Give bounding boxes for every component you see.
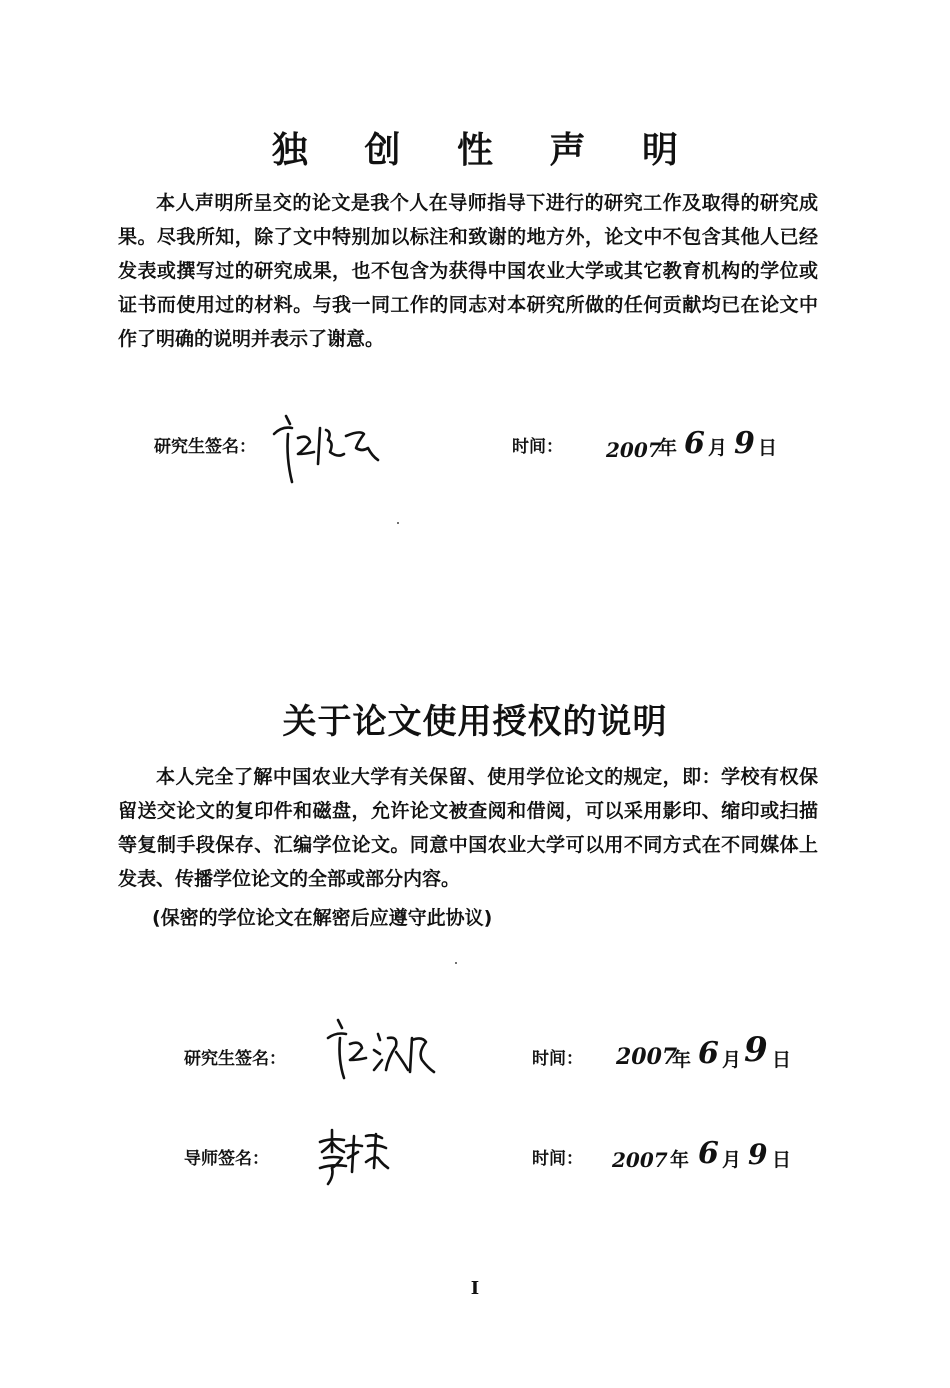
scan-speck bbox=[397, 522, 399, 524]
authorization-advisor-year: 2007 bbox=[612, 1148, 668, 1172]
declaration-day-unit: 日 bbox=[758, 437, 778, 459]
scan-speck bbox=[455, 962, 457, 964]
declaration-time-label: 时间： bbox=[512, 437, 563, 457]
authorization-student-month: 6 bbox=[698, 1036, 719, 1071]
advisor-signature-icon bbox=[316, 1128, 396, 1188]
authorization-advisor-time-label: 时间： bbox=[532, 1149, 583, 1169]
student-signature-icon bbox=[268, 408, 388, 486]
authorization-body: 本人完全了解中国农业大学有关保留、使用学位论文的规定，即：学校有权保留送交论文的复印件和磁盘，允许论文被查阅和借阅，可以采用影印、缩印或扫描等复制手段保存、汇编学位论文。同意中国农业大学可以用不同方式在不同媒体上发表、传播学位论文的全部或部分内容。 bbox=[118, 766, 818, 890]
authorization-advisor-day-unit: 日 bbox=[772, 1149, 792, 1171]
declaration-title: 独 创 性 声 明 bbox=[271, 130, 701, 171]
authorization-student-day: 9 bbox=[744, 1030, 768, 1070]
authorization-student-signature-label: 研究生签名： bbox=[184, 1049, 286, 1069]
declaration-year: 2007 bbox=[606, 438, 662, 462]
confidentiality-note: (保密的学位论文在解密后应遵守此协议) bbox=[152, 907, 493, 929]
page-number: I bbox=[470, 1278, 480, 1299]
student-signature-icon bbox=[322, 1016, 440, 1082]
authorization-student-month-unit: 月 bbox=[722, 1049, 742, 1071]
declaration-body: 本人声明所呈交的论文是我个人在导师指导下进行的研究工作及取得的研究成果。尽我所知，除了文中特别加以标注和致谢的地方外，论文中不包含其他人已经发表或撰写过的研究成果，也不包含为获得中国农业大学或其它教育机构的学位或证书而使用过的材料。与我一同工作的同志对本研究所做的任何贡献均已在论文中作了明确的说明并表示了谢意。 bbox=[118, 192, 818, 350]
declaration-year-unit: 年 bbox=[658, 437, 678, 459]
declaration-signature-label: 研究生签名： bbox=[154, 437, 256, 457]
authorization-advisor-day: 9 bbox=[748, 1138, 768, 1171]
authorization-student-day-unit: 日 bbox=[772, 1049, 792, 1071]
authorization-title: 关于论文使用授权的说明 bbox=[282, 702, 668, 742]
declaration-day: 9 bbox=[734, 426, 755, 461]
declaration-month-unit: 月 bbox=[708, 437, 728, 459]
authorization-student-year-unit: 年 bbox=[672, 1049, 692, 1071]
authorization-advisor-month: 6 bbox=[698, 1136, 719, 1171]
authorization-advisor-year-unit: 年 bbox=[670, 1149, 690, 1171]
authorization-student-time-label: 时间： bbox=[532, 1049, 583, 1069]
authorization-student-year: 2007 bbox=[616, 1044, 678, 1070]
declaration-month: 6 bbox=[684, 426, 705, 461]
authorization-advisor-signature-label: 导师签名： bbox=[184, 1149, 269, 1169]
authorization-advisor-month-unit: 月 bbox=[722, 1149, 742, 1171]
